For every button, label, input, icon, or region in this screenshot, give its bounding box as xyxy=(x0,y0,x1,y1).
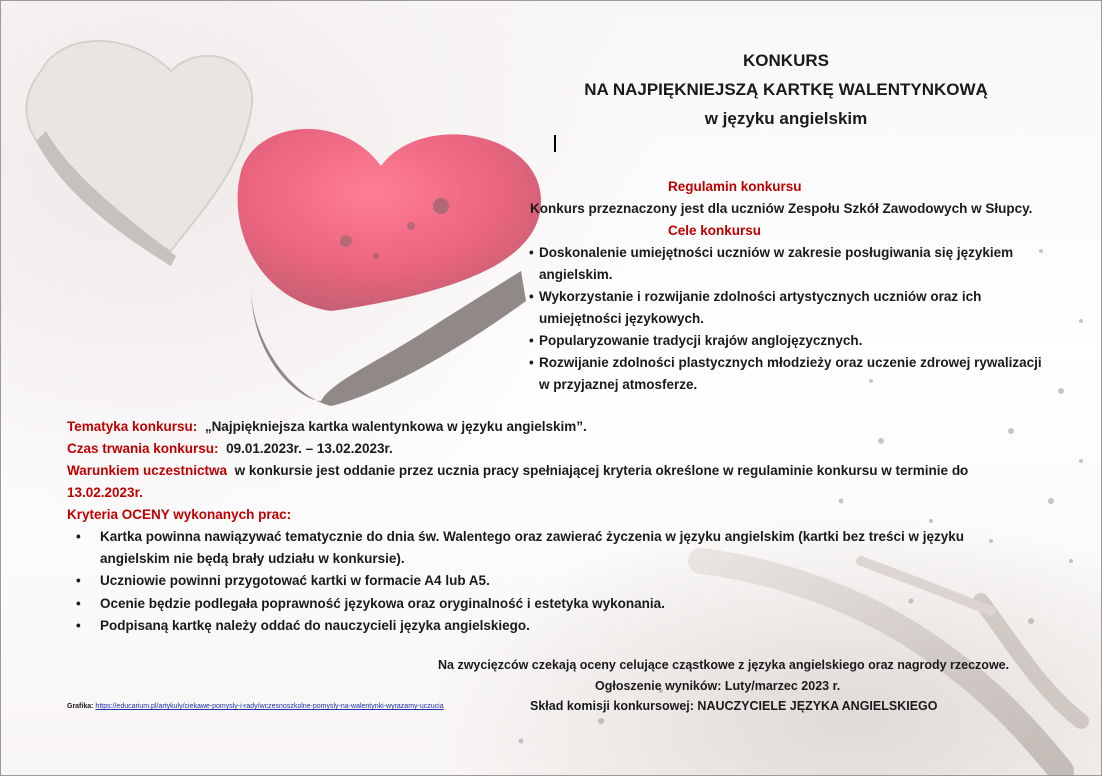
kryteria-item-1-line-1: Kartka powinna nawiązywać tematycznie do dnia św. Walentego oraz zawierać życzenia w języku angielskim (kartki bez treści w języku xyxy=(100,529,965,544)
cele-heading: Cele konkursu xyxy=(668,223,762,238)
title-line-1: KONKURS xyxy=(743,51,829,70)
cele-item-2-line-1: Wykorzystanie i rozwijanie zdolności artystycznych uczniów oraz ich xyxy=(539,289,982,304)
warunek-date: 13.02.2023r. xyxy=(67,485,143,500)
kryteria-item-4: Podpisaną kartkę należy oddać do nauczycieli języka angielskiego. xyxy=(100,618,530,633)
regulamin-heading: Regulamin konkursu xyxy=(668,179,802,194)
bullet-icon: • xyxy=(76,618,81,633)
czas-row xyxy=(67,441,393,456)
warunek-row xyxy=(67,463,968,478)
cele-item-2-line-2: umiejętności językowych. xyxy=(539,311,705,326)
cele-item-1-line-2: angielskim. xyxy=(539,267,613,282)
cele-item-3: Popularyzowanie tradycji krajów anglojęzycznych. xyxy=(539,333,863,348)
bullet-icon: • xyxy=(76,596,81,611)
tematyka-value: „Najpiękniejsza kartka walentynkowa w języku angielskim”. xyxy=(204,419,587,434)
cele-item-4-line-1: Rozwijanie zdolności plastycznych młodzieży oraz uczenie zdrowej rywalizacji xyxy=(539,355,1042,370)
text-cursor xyxy=(554,135,556,152)
title-line-3: w języku angielskim xyxy=(704,109,868,128)
grafika-link[interactable]: https://educarium.pl/artykuly/ciekawe-pomysly-i-rady/wczesnoszkolne-pomysly-na-walentynki-wyrazamy-uczucia xyxy=(95,703,444,710)
bullet-icon: • xyxy=(529,289,534,304)
regulamin-text: Konkurs przeznaczony jest dla uczniów Zespołu Szkół Zawodowych w Słupcy. xyxy=(530,201,1033,216)
cele-item-1-line-1: Doskonalenie umiejętności uczniów w zakresie posługiwania się językiem xyxy=(539,245,1014,260)
czas-label: Czas trwania konkursu: xyxy=(67,441,219,456)
komisja-text: Skład komisji konkursowej: NAUCZYCIELE JĘZYKA ANGIELSKIEGO xyxy=(530,699,938,713)
bullet-icon: • xyxy=(529,245,534,260)
kryteria-item-2: Uczniowie powinni przygotować kartki w formacie A4 lub A5. xyxy=(100,573,490,588)
bullet-icon: • xyxy=(76,573,81,588)
bullet-icon: • xyxy=(529,333,534,348)
warunek-text: w konkursie jest oddanie przez ucznia pracy spełniającej kryteria określone w regulaminie konkursu w terminie do xyxy=(234,463,969,478)
ogloszenie-text: Ogłoszenie wyników: Luty/marzec 2023 r. xyxy=(595,679,841,693)
kryteria-item-3: Ocenie będzie podlegała poprawność językowa oraz oryginalność i estetyka wykonania. xyxy=(100,596,665,611)
title-line-2: NA NAJPIĘKNIEJSZĄ KARTKĘ WALENTYNKOWĄ xyxy=(584,80,988,99)
bullet-icon: • xyxy=(76,529,81,544)
kryteria-item-1-line-2: angielskim nie będą brały udziału w konkursie). xyxy=(100,551,405,566)
grafika-label: Grafika: xyxy=(67,703,94,710)
tematyka-row xyxy=(67,419,587,434)
warunek-label: Warunkiem uczestnictwa xyxy=(67,463,228,478)
kryteria-heading: Kryteria OCENY wykonanych prac: xyxy=(67,507,292,522)
czas-value: 09.01.2023r. – 13.02.2023r. xyxy=(226,441,393,456)
cele-item-4-line-2: w przyjaznej atmosferze. xyxy=(539,377,698,392)
tematyka-label: Tematyka konkursu: xyxy=(67,419,198,434)
bullet-icon: • xyxy=(529,355,534,370)
grafika-credit xyxy=(67,703,444,710)
nagrody-text: Na zwycięzców czekają oceny celujące cząstkowe z języka angielskiego oraz nagrody rzeczowe. xyxy=(438,658,1010,672)
